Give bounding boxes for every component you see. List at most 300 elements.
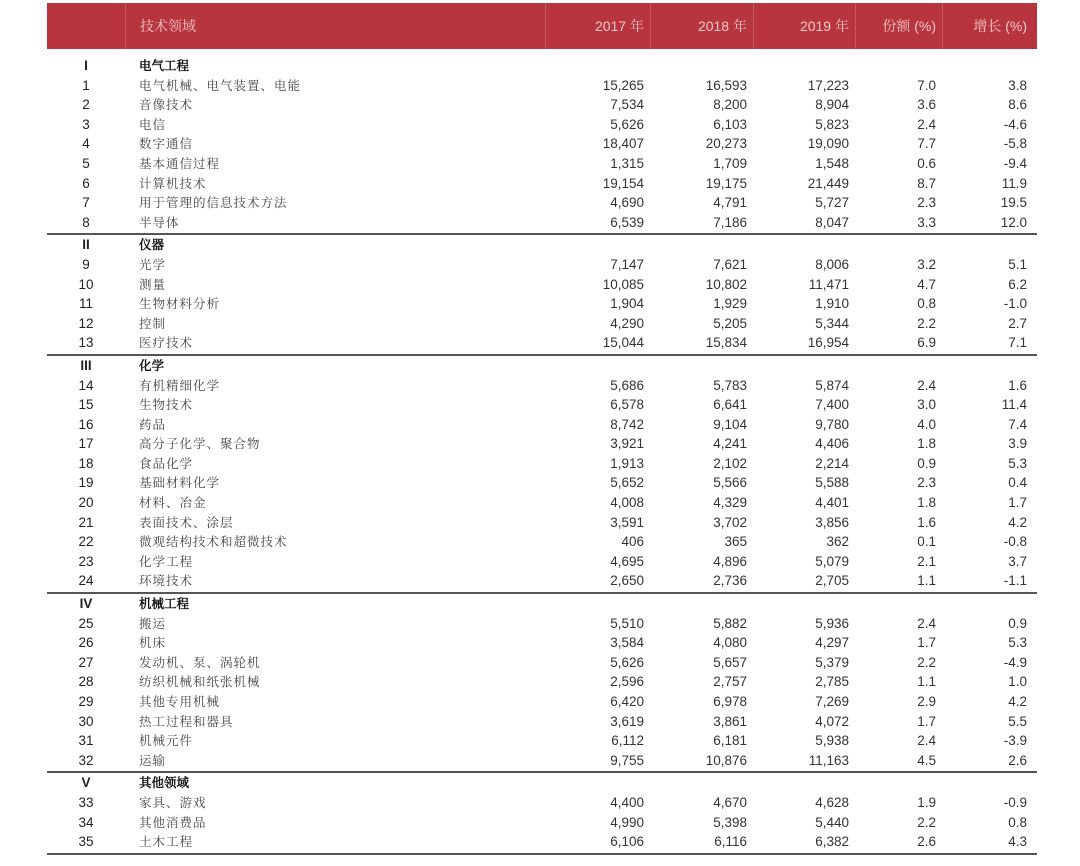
value-2018: 3,861 [713,713,747,729]
value-2018: 4,241 [713,436,747,452]
row-number: 17 [78,436,94,452]
row-number: 28 [78,674,94,690]
share-percent: 1.7 [917,713,936,729]
category-id: II [82,237,90,253]
value-2018: 2,736 [713,573,747,589]
share-percent: 2.4 [917,615,936,631]
row-number: 20 [78,495,94,511]
growth-percent: -5.8 [1003,136,1027,152]
tech-field-name: 药品 [139,416,167,432]
table-row [47,174,1037,194]
tech-field-name: 热工过程和器具 [139,713,234,729]
tech-field-name: 材料、冶金 [139,495,207,511]
growth-percent: 1.7 [1008,495,1027,511]
table-row [47,333,1037,353]
value-2018: 9,104 [713,416,747,432]
row-number: 6 [82,175,90,191]
value-2017: 4,008 [610,495,644,511]
value-2018: 2,102 [713,455,747,471]
value-2018: 6,978 [713,694,747,709]
share-percent: 2.6 [917,834,936,850]
value-2019: 11,163 [808,752,849,768]
share-percent: 4.5 [917,752,936,768]
category-name: 其他领域 [139,775,190,791]
section-v [47,773,1037,854]
table-body [47,56,1037,855]
value-2017: 10,085 [602,276,644,292]
table-row [47,134,1037,154]
row-number: 32 [78,752,94,768]
table-row [47,294,1037,314]
value-2018: 16,593 [705,77,747,93]
patent-tech-field-table [47,3,1037,855]
tech-field-name: 化学工程 [139,553,194,569]
row-number: 23 [78,553,94,569]
share-percent: 3.3 [917,214,936,230]
row-number: 2 [82,97,90,113]
header-number [47,3,125,49]
category-name: 电气工程 [139,58,190,73]
row-number: 3 [82,116,90,132]
value-2018: 4,080 [713,635,747,651]
table-row [47,832,1037,852]
value-2019: 5,727 [815,195,849,211]
tech-field-name: 其他消费品 [139,814,207,830]
value-2019: 5,874 [815,377,849,393]
table-row [47,532,1037,552]
header-share: 份额 (%) [855,3,942,49]
value-2019: 8,006 [815,256,849,272]
tech-field-name: 搬运 [139,615,167,631]
growth-percent: 11.9 [1001,175,1027,191]
growth-percent: 0.4 [1008,475,1027,491]
category-row [47,235,1037,255]
row-number: 10 [78,276,94,292]
value-2017: 4,290 [610,315,644,331]
growth-percent: 5.3 [1008,455,1027,471]
category-name: 化学 [139,357,165,373]
row-number: 12 [78,315,94,331]
table-row [47,434,1037,454]
table-row [47,751,1037,771]
table-row [47,731,1037,751]
growth-percent: -3.9 [1003,733,1027,749]
table-row [47,653,1037,673]
value-2018: 4,670 [713,794,747,810]
category-row [47,356,1037,376]
value-2018: 3,702 [713,514,747,530]
header-2019: 2019 年 [753,3,855,49]
growth-percent: 4.2 [1008,694,1027,709]
share-percent: 2.4 [917,116,936,132]
tech-field-name: 食品化学 [139,455,194,471]
tech-field-name: 基础材料化学 [139,475,221,491]
table-row [47,473,1037,493]
table-row [47,454,1037,474]
share-percent: 0.6 [917,155,936,171]
tech-field-name: 机床 [139,635,167,651]
value-2019: 21,449 [807,175,849,191]
header-growth: 增长 (%) [942,3,1037,49]
share-percent: 3.6 [917,97,936,113]
table-row [47,376,1037,396]
value-2019: 1,910 [815,296,849,312]
value-2017: 18,407 [602,136,644,152]
value-2018: 1,929 [713,296,747,312]
growth-percent: 4.2 [1008,514,1027,530]
row-number: 9 [82,256,90,272]
tech-field-name: 控制 [139,315,167,331]
share-percent: 2.2 [917,315,936,331]
value-2018: 6,103 [713,116,747,132]
category-name: 机械工程 [139,596,190,612]
header-2017: 2017 年 [545,3,650,49]
table-row [47,614,1037,634]
value-2017: 3,591 [610,514,644,530]
value-2018: 1,709 [713,155,747,171]
value-2019: 4,628 [815,794,849,810]
value-2018: 19,175 [705,175,747,191]
value-2019: 5,379 [815,654,849,670]
value-2019: 5,936 [815,615,849,631]
growth-percent: 1.6 [1008,377,1027,393]
value-2019: 3,856 [815,514,849,530]
row-number: 13 [78,335,94,351]
row-number: 26 [78,635,94,651]
growth-percent: 5.1 [1008,256,1027,272]
table-row [47,712,1037,732]
value-2018: 6,116 [714,834,747,850]
value-2019: 4,072 [815,713,849,729]
value-2017: 4,990 [610,814,644,830]
growth-percent: 2.7 [1008,315,1027,331]
share-percent: 2.1 [917,553,936,569]
value-2018: 7,621 [713,256,747,272]
value-2018: 7,186 [713,214,747,230]
value-2019: 5,440 [815,814,849,830]
share-percent: 2.4 [917,733,936,749]
value-2019: 5,344 [815,315,849,331]
table-row [47,95,1037,115]
value-2017: 1,913 [610,455,644,471]
value-2019: 5,588 [815,475,849,491]
growth-percent: 0.9 [1008,615,1027,631]
value-2017: 3,619 [610,713,644,729]
value-2019: 4,297 [815,635,849,651]
share-percent: 2.3 [917,475,936,491]
category-row [47,56,1037,76]
row-number: 4 [82,136,90,152]
growth-percent: 6.2 [1008,276,1027,292]
tech-field-name: 家具、游戏 [139,794,207,810]
table-row [47,672,1037,692]
growth-percent: 3.7 [1008,553,1027,569]
value-2018: 4,791 [713,195,747,211]
value-2019: 1,548 [815,155,849,171]
tech-field-name: 电气机械、电气装置、电能 [139,77,302,93]
share-percent: 1.1 [917,573,936,589]
row-number: 11 [78,296,93,312]
tech-field-name: 环境技术 [139,573,194,589]
table-row [47,314,1037,334]
share-percent: 8.7 [917,175,936,191]
value-2019: 17,223 [807,77,849,93]
growth-percent: -4.9 [1003,654,1027,670]
share-percent: 1.6 [917,514,936,530]
row-number: 29 [78,694,94,709]
value-2017: 6,112 [611,733,644,749]
value-2019: 6,382 [815,834,849,850]
table-row [47,395,1037,415]
row-number: 27 [78,654,94,670]
section-i [47,56,1037,235]
growth-percent: -4.6 [1003,116,1027,132]
share-percent: 2.9 [917,694,936,709]
growth-percent: 19.5 [1000,195,1027,211]
tech-field-name: 高分子化学、聚合物 [139,436,261,452]
tech-field-name: 基本通信过程 [139,155,221,171]
value-2017: 1,904 [610,296,644,312]
tech-field-name: 半导体 [139,214,180,230]
table-row [47,552,1037,572]
tech-field-name: 生物技术 [139,397,194,413]
table-header [47,3,1037,49]
section-ii [47,235,1037,356]
value-2017: 4,690 [610,195,644,211]
value-2017: 7,534 [610,97,644,113]
row-number: 34 [78,814,94,830]
table-row [47,255,1037,275]
table-row [47,793,1037,813]
value-2017: 15,044 [602,335,644,351]
growth-percent: -0.9 [1003,794,1027,810]
tech-field-name: 微观结构技术和超微技术 [139,534,288,550]
value-2017: 8,742 [610,416,644,432]
tech-field-name: 运输 [139,752,167,768]
row-number: 35 [78,834,94,850]
table-row [47,115,1037,135]
row-number: 5 [82,155,90,171]
value-2017: 2,650 [610,573,644,589]
value-2018: 6,181 [713,733,747,749]
share-percent: 7.7 [917,136,936,152]
growth-percent: 3.8 [1008,77,1027,93]
table-row [47,193,1037,213]
tech-field-name: 电信 [139,116,167,132]
category-id: IV [79,596,93,612]
value-2018: 5,657 [713,654,747,670]
share-percent: 3.2 [917,256,936,272]
share-percent: 4.7 [917,276,936,292]
table-row [47,76,1037,96]
header-2018: 2018 年 [650,3,753,49]
share-percent: 3.0 [917,397,936,413]
share-percent: 2.2 [917,814,936,830]
table-row [47,692,1037,712]
value-2019: 4,401 [815,495,849,511]
table-row [47,633,1037,653]
table-row [47,813,1037,833]
growth-percent: 4.3 [1008,834,1027,850]
value-2019: 2,705 [815,573,849,589]
value-2018: 365 [724,534,747,550]
table-row [47,513,1037,533]
row-number: 31 [78,733,94,749]
category-row [47,594,1037,614]
share-percent: 1.7 [917,635,936,651]
value-2017: 15,265 [602,77,644,93]
share-percent: 2.2 [917,654,936,670]
growth-percent: 8.6 [1008,97,1027,113]
share-percent: 2.3 [917,195,936,211]
value-2017: 5,686 [610,377,644,393]
growth-percent: 12.0 [1000,214,1027,230]
table-row [47,154,1037,174]
value-2019: 2,214 [815,455,849,471]
growth-percent: 1.0 [1008,674,1027,690]
value-2019: 4,406 [815,436,849,452]
tech-field-name: 发动机、泵、涡轮机 [139,654,261,670]
value-2017: 4,695 [610,553,644,569]
value-2017: 19,154 [602,175,644,191]
row-number: 24 [78,573,94,589]
tech-field-name: 有机精细化学 [139,377,221,393]
table-row [47,275,1037,295]
row-number: 19 [78,475,94,491]
value-2019: 362 [826,534,849,550]
value-2018: 15,834 [705,335,747,351]
growth-percent: 5.5 [1008,713,1027,729]
tech-field-name: 医疗技术 [139,335,194,351]
tech-field-name: 生物材料分析 [139,296,221,312]
share-percent: 4.0 [917,416,936,432]
share-percent: 0.8 [917,296,936,312]
value-2019: 16,954 [807,335,849,351]
row-number: 25 [78,615,94,631]
tech-field-name: 机械元件 [139,733,194,749]
growth-percent: -1.1 [1003,573,1027,589]
growth-percent: -9.4 [1003,155,1027,171]
growth-percent: 7.1 [1008,335,1027,351]
tech-field-name: 测量 [139,276,167,292]
tech-field-name: 光学 [139,256,167,272]
value-2017: 5,626 [610,654,644,670]
table-row [47,571,1037,591]
growth-percent: -1.0 [1003,296,1027,312]
value-2017: 6,420 [610,694,644,709]
row-number: 18 [78,455,94,471]
category-name: 仪器 [139,237,165,253]
value-2017: 3,584 [610,635,644,651]
value-2018: 4,896 [713,553,747,569]
section-iv [47,594,1037,773]
row-number: 30 [78,713,94,729]
value-2019: 9,780 [815,416,849,432]
category-id: III [80,357,92,373]
tech-field-name: 纺织机械和纸张机械 [139,674,261,690]
row-number: 33 [78,794,94,810]
value-2018: 10,802 [705,276,747,292]
value-2019: 2,785 [815,674,849,690]
row-number: 1 [82,77,90,93]
value-2019: 5,079 [815,553,849,569]
table-row [47,415,1037,435]
value-2017: 6,578 [610,397,644,413]
value-2017: 5,626 [610,116,644,132]
tech-field-name: 计算机技术 [139,175,207,191]
row-number: 8 [82,214,90,230]
row-number: 14 [78,377,94,393]
tech-field-name: 土木工程 [139,834,194,850]
row-number: 15 [78,397,94,413]
category-row [47,773,1037,793]
row-number: 21 [78,514,94,530]
value-2017: 406 [621,534,644,550]
value-2017: 4,400 [610,794,644,810]
value-2018: 20,273 [705,136,747,152]
value-2017: 3,921 [610,436,644,452]
value-2018: 5,566 [713,475,747,491]
value-2019: 7,269 [815,694,849,709]
value-2018: 4,329 [713,495,747,511]
value-2018: 5,398 [713,814,747,830]
growth-percent: 2.6 [1008,752,1027,768]
growth-percent: 7.4 [1008,416,1027,432]
value-2017: 2,596 [610,674,644,690]
value-2019: 5,823 [815,116,849,132]
category-id: V [81,775,91,791]
value-2018: 8,200 [713,97,747,113]
value-2017: 1,315 [610,155,644,171]
value-2019: 19,090 [807,136,849,152]
value-2017: 5,510 [610,615,644,631]
value-2019: 5,938 [815,733,849,749]
value-2017: 7,147 [610,256,644,272]
section-iii [47,356,1037,594]
share-percent: 1.1 [917,674,936,690]
table-row [47,493,1037,513]
value-2017: 5,652 [610,475,644,491]
row-number: 22 [78,534,94,550]
header-tech-field: 技术领域 [125,3,545,49]
share-percent: 0.9 [917,455,936,471]
value-2018: 5,882 [713,615,747,631]
value-2018: 5,205 [713,315,747,331]
value-2018: 6,641 [713,397,747,413]
value-2017: 9,755 [610,752,644,768]
tech-field-name: 表面技术、涂层 [139,514,234,530]
value-2017: 6,539 [610,214,644,230]
tech-field-name: 数字通信 [139,136,194,152]
table-row [47,213,1037,233]
growth-percent: 3.9 [1008,436,1027,452]
growth-percent: -0.8 [1003,534,1027,550]
growth-percent: 11.4 [1001,397,1027,413]
category-id: I [84,58,88,73]
value-2019: 11,471 [808,276,849,292]
tech-field-name: 音像技术 [139,97,194,113]
tech-field-name: 其他专用机械 [139,694,221,709]
share-percent: 7.0 [917,77,936,93]
row-number: 7 [82,195,90,211]
value-2019: 7,400 [815,397,849,413]
share-percent: 1.9 [917,794,936,810]
value-2019: 8,904 [815,97,849,113]
share-percent: 0.1 [917,534,936,550]
share-percent: 1.8 [917,436,936,452]
value-2017: 6,106 [610,834,644,850]
growth-percent: 0.8 [1008,814,1027,830]
